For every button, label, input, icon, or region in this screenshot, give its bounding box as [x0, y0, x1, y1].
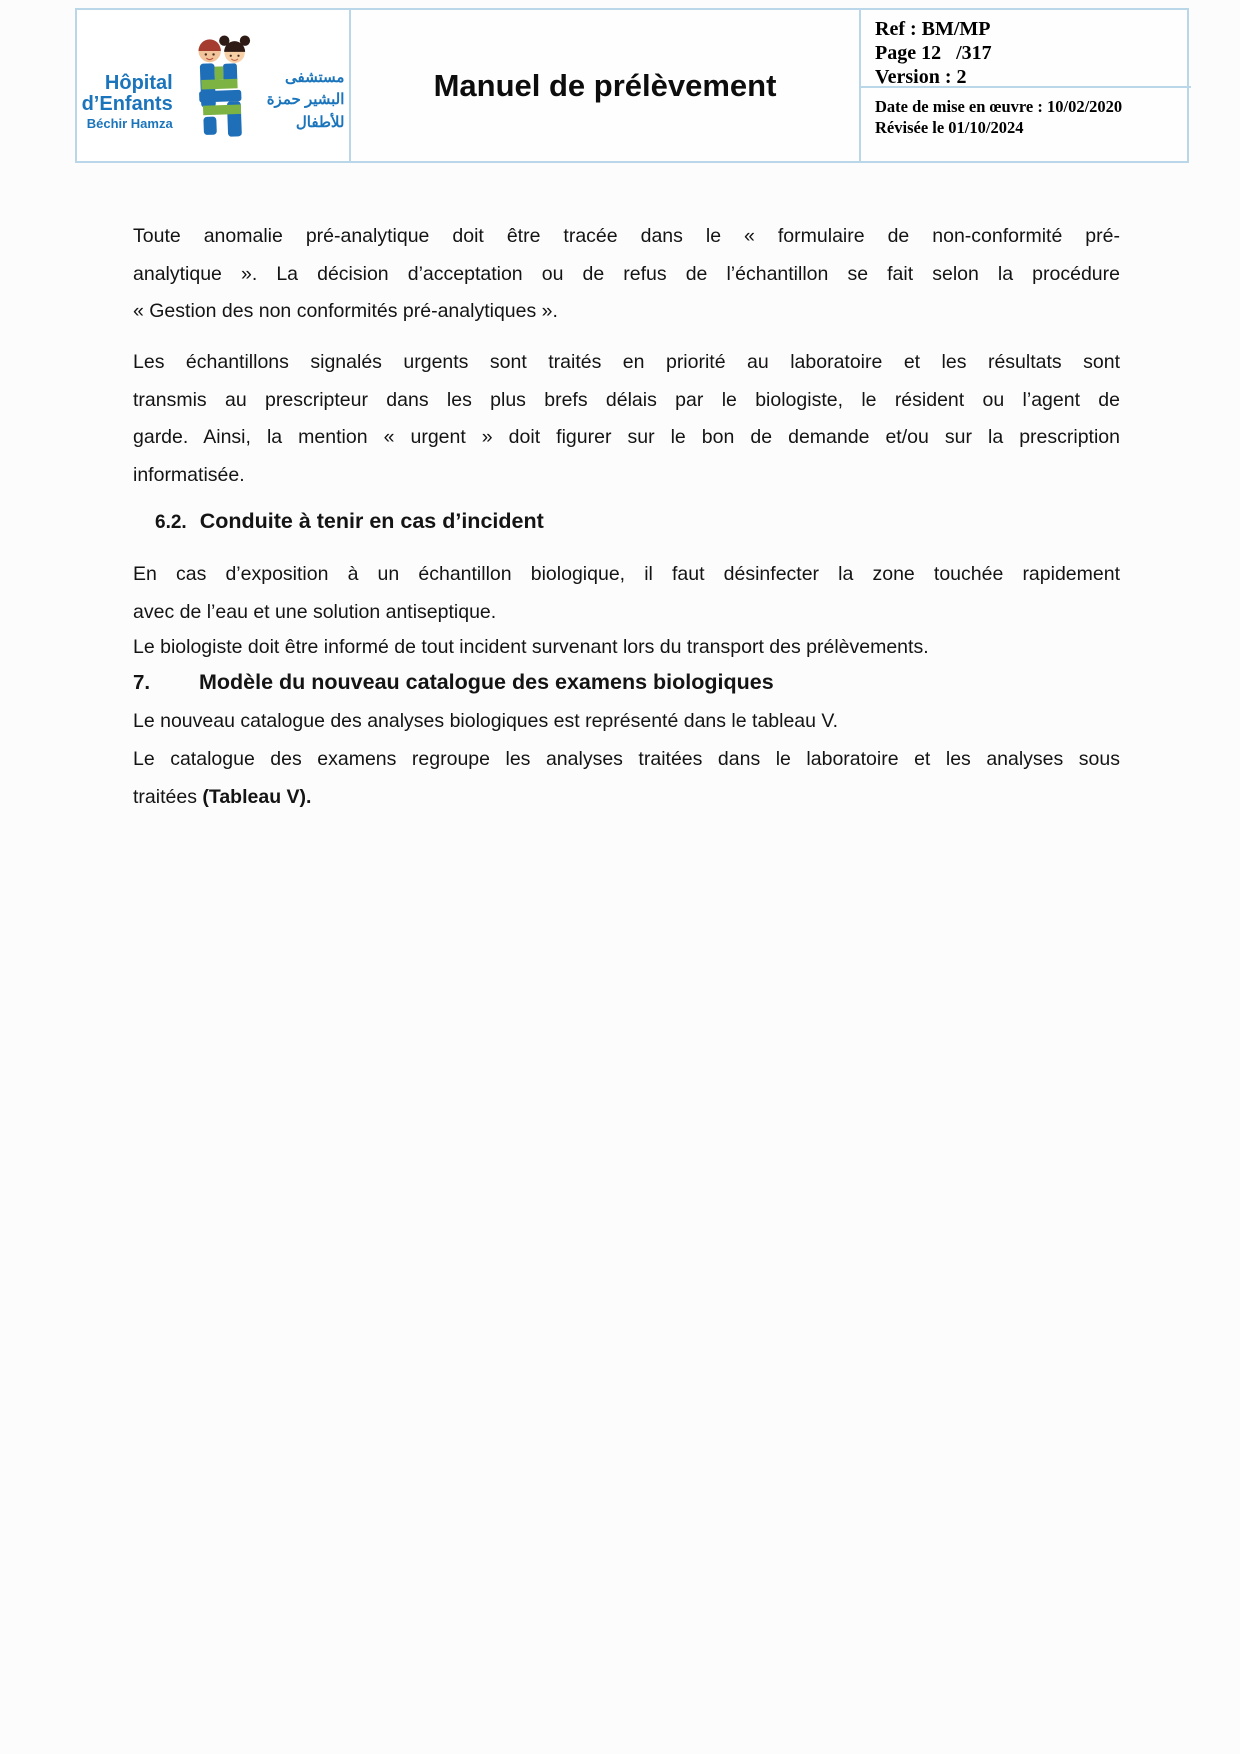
logo-french-text	[82, 73, 173, 130]
dates-block	[861, 88, 1191, 138]
ref-label: Ref : BM/MP	[875, 18, 991, 40]
paragraph-biologiste-informe: Le biologiste doit être informé de tout incident survenant lors du transport des prélèvements.	[133, 636, 929, 658]
logo-ar-line2: البشير حمزة	[266, 91, 345, 109]
hospital-logo-inner	[82, 26, 345, 150]
heading-6-2-number: 6.2.	[155, 512, 187, 533]
document-header-table	[75, 8, 1189, 163]
heading-7-title: Modèle du nouveau catalogue des examens biologiques	[199, 670, 774, 694]
hospital-logo	[77, 10, 351, 161]
logo-fr-line3: Béchir Hamza	[86, 115, 173, 131]
children-hospital-logo-icon	[177, 26, 263, 150]
paragraph-catalogue-line2	[133, 779, 1120, 817]
paragraph-exposition-incident: En cas d’exposition à un échantillon biologique, il faut désinfecter la zone touchée rapidement avec de l’eau et une solution antiseptique.	[133, 563, 1120, 623]
heading-6-2-title: Conduite à tenir en cas d’incident	[199, 509, 544, 533]
reference-cell	[861, 10, 1191, 161]
logo-arabic-text	[267, 67, 345, 135]
version-label: Version : 2	[875, 66, 967, 88]
paragraph-anomalie-preanalytique: Toute anomalie pré-analytique doit être tracée dans le « formulaire de non-conformité pré- analytique ». La décision d’acceptation ou de refus de l’échantillon se fait selon la procédure « Gestion des non conformités pré-analytiques ».	[133, 225, 1120, 322]
tableau-v-reference: (Tableau V).	[202, 785, 312, 808]
logo-fr-line1: Hôpital	[104, 71, 173, 94]
reference-block	[861, 10, 1191, 88]
heading-7-number: 7.	[133, 671, 151, 694]
paragraph-echantillons-urgents: Les échantillons signalés urgents sont traités en priorité au laboratoire et les résultats sont transmis au prescripteur dans les plus brefs délais par le biologiste, le résident ou l’agent de garde. Ainsi, la mention « urgent » doit figurer sur le bon de demande et/ou sur la prescription informatisée.	[133, 351, 1120, 486]
implementation-date-label: Date de mise en œuvre : 10/02/2020	[875, 97, 1123, 116]
heading-7	[133, 664, 1120, 703]
heading-6-2	[133, 503, 1142, 542]
revision-date-label: Révisée le 01/10/2024	[875, 118, 1024, 137]
paragraph-catalogue-line1: Le catalogue des examens regroupe les analyses traitées dans le laboratoire et les analyses sous	[133, 748, 1120, 770]
page-number-label: Page 12 /317	[875, 42, 992, 64]
logo-ar-line1: مستشفى	[284, 68, 345, 86]
catalogue-line2-text: traitées	[133, 785, 203, 808]
logo-fr-line2: d’Enfants	[81, 92, 173, 115]
logo-ar-line3: للأطفال	[295, 113, 345, 131]
paragraph-catalogue-regroupe	[133, 741, 1120, 816]
paragraph-nouveau-catalogue: Le nouveau catalogue des analyses biologiques est représenté dans le tableau V.	[133, 710, 839, 732]
title-cell	[351, 10, 861, 161]
document-title: Manuel de prélèvement	[433, 67, 777, 103]
